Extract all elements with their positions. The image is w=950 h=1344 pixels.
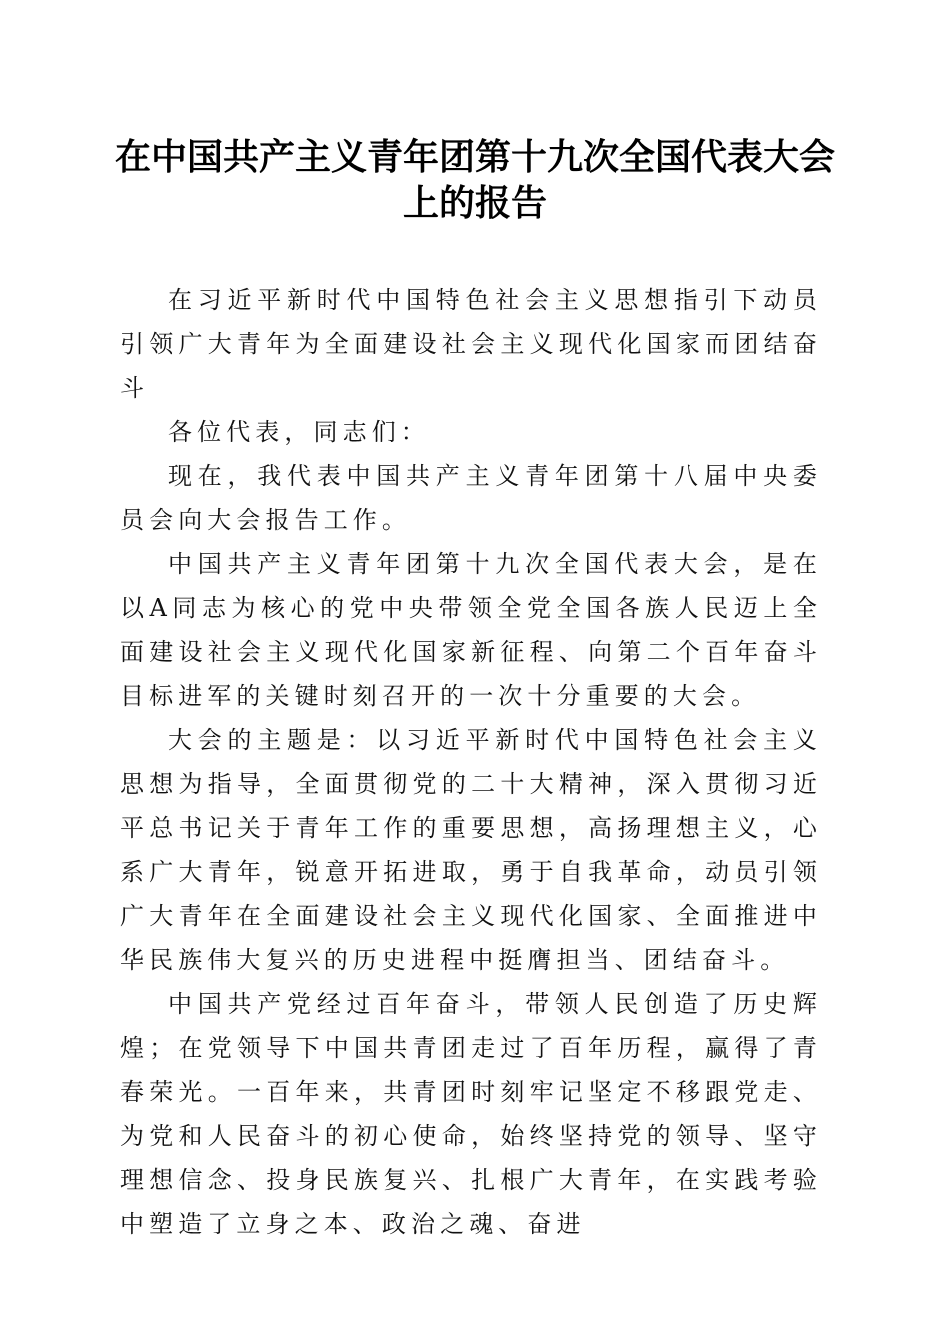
- paragraph-history: 中国共产党经过百年奋斗，带领人民创造了历史辉煌；在党领导下中国共青团走过了百年历程，赢得了青春荣光。一百年来，共青团时刻牢记坚定不移跟党走、为党和人民奋斗的初心使命，始终坚持党的领导、坚守理想信念、投身民族复兴、扎根广大青年，在实践考验中塑造了立身之本、政治之魂、奋进: [120, 990, 822, 1238]
- document-title: 在中国共产主义青年团第十九次全国代表大会上的报告: [114, 136, 835, 224]
- paragraph-salutation: 各位代表，同志们：: [168, 418, 430, 446]
- paragraph-report-intro: 现在，我代表中国共产主义青年团第十八届中央委员会向大会报告工作。: [120, 462, 822, 534]
- document-body: [120, 278, 822, 1246]
- paragraph-congress-theme: 大会的主题是：以习近平新时代中国特色社会主义思想为指导，全面贯彻党的二十大精神，深入贯彻习近平总书记关于青年工作的重要思想，高扬理想主义，心系广大青年，锐意开拓进取，勇于自我革命，动员引领广大青年在全面建设社会主义现代化国家、全面推进中华民族伟大复兴的历史进程中挺膺担当、团结奋斗。: [120, 726, 822, 974]
- paragraph-congress-context: 中国共产主义青年团第十九次全国代表大会，是在以A同志为核心的党中央带领全党全国各族人民迈上全面建设社会主义现代化国家新征程、向第二个百年奋斗目标进军的关键时刻召开的一次十分重要的大会。: [120, 550, 822, 710]
- paragraph-subtitle: 在习近平新时代中国特色社会主义思想指引下动员引领广大青年为全面建设社会主义现代化国家而团结奋斗: [120, 286, 822, 402]
